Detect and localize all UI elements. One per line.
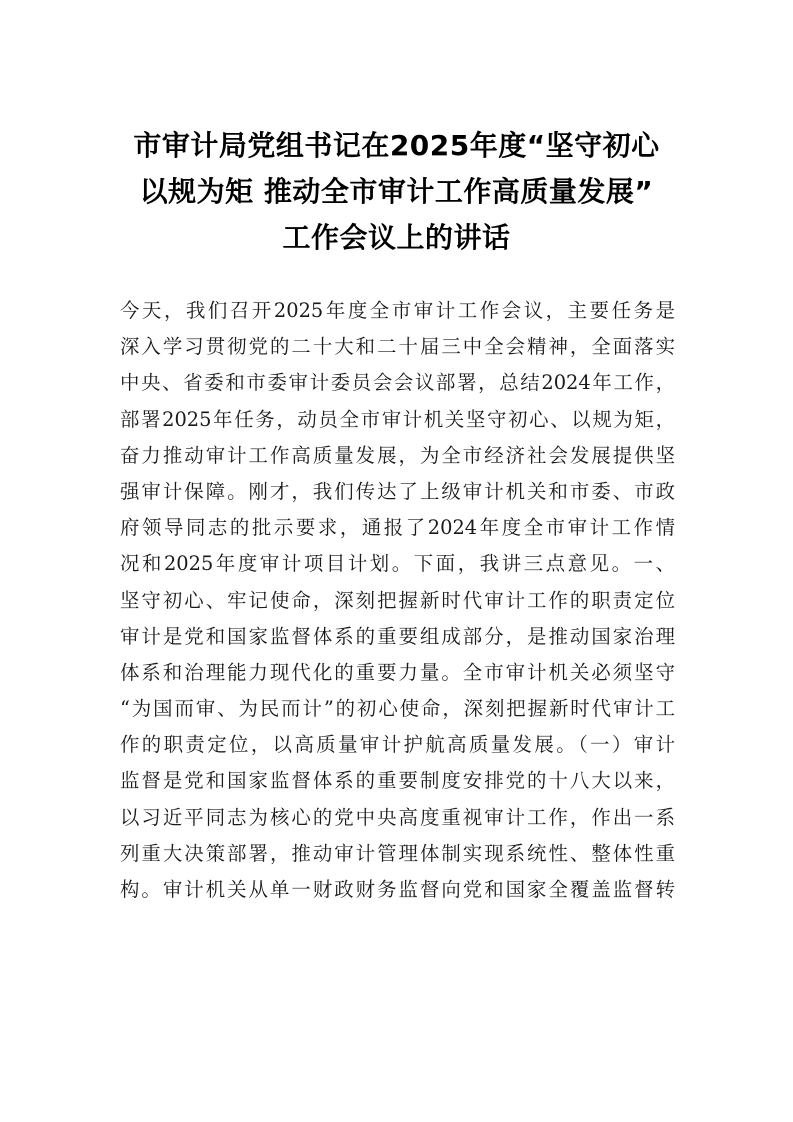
title-line-2: 以规为矩 推动全市审计工作高质量发展” — [139, 175, 654, 208]
title-line-3: 工作会议上的讲话 — [282, 221, 511, 254]
body-line: 府领导同志的批示要求，通报了2024年度全市审计工作情 — [120, 516, 675, 540]
body-line: 构。审计机关从单一财政财务监督向党和国家全覆盖监督转 — [120, 878, 675, 901]
body-line: 部署2025年任务，动员全市审计机关坚守初心、以规为矩， — [120, 407, 675, 431]
body-line: 体系和治理能力现代化的重要力量。全市审计机关必须坚守 — [120, 660, 675, 684]
body-line: 中央、省委和市委审计委员会会议部署，总结2024年工作， — [120, 371, 675, 395]
body-line: 今天，我们召开2025年度全市审计工作会议，主要任务是 — [120, 299, 675, 322]
body-line: 作的职责定位，以高质量审计护航高质量发展。（一）审计 — [120, 733, 675, 757]
body-line: 列重大决策部署，推动审计管理体制实现系统性、整体性重 — [120, 841, 675, 865]
body-line: 深入学习贯彻党的二十大和二十届三中全会精神，全面落实 — [120, 335, 675, 359]
body-line: 奋力推动审计工作高质量发展，为全市经济社会发展提供坚 — [120, 443, 675, 467]
body-line: 强审计保障。刚才，我们传达了上级审计机关和市委、市政 — [120, 479, 675, 503]
body-line: 况和2025年度审计项目计划。下面，我讲三点意见。一、 — [120, 552, 675, 576]
body-line: 审计是党和国家监督体系的重要组成部分，是推动国家治理 — [120, 624, 675, 648]
body-line: 坚守初心、牢记使命，深刻把握新时代审计工作的职责定位 — [120, 588, 675, 612]
document-body — [120, 296, 675, 911]
title-line-1: 市审计局党组书记在2025年度“坚守初心 — [133, 129, 660, 162]
body-line: 监督是党和国家监督体系的重要制度安排党的十八大以来， — [120, 769, 675, 793]
document-title — [100, 123, 693, 261]
body-line: 以习近平同志为核心的党中央高度重视审计工作，作出一系 — [120, 805, 675, 829]
body-line: “为国而审、为民而计”的初心使命，深刻把握新时代审计工 — [120, 697, 675, 721]
